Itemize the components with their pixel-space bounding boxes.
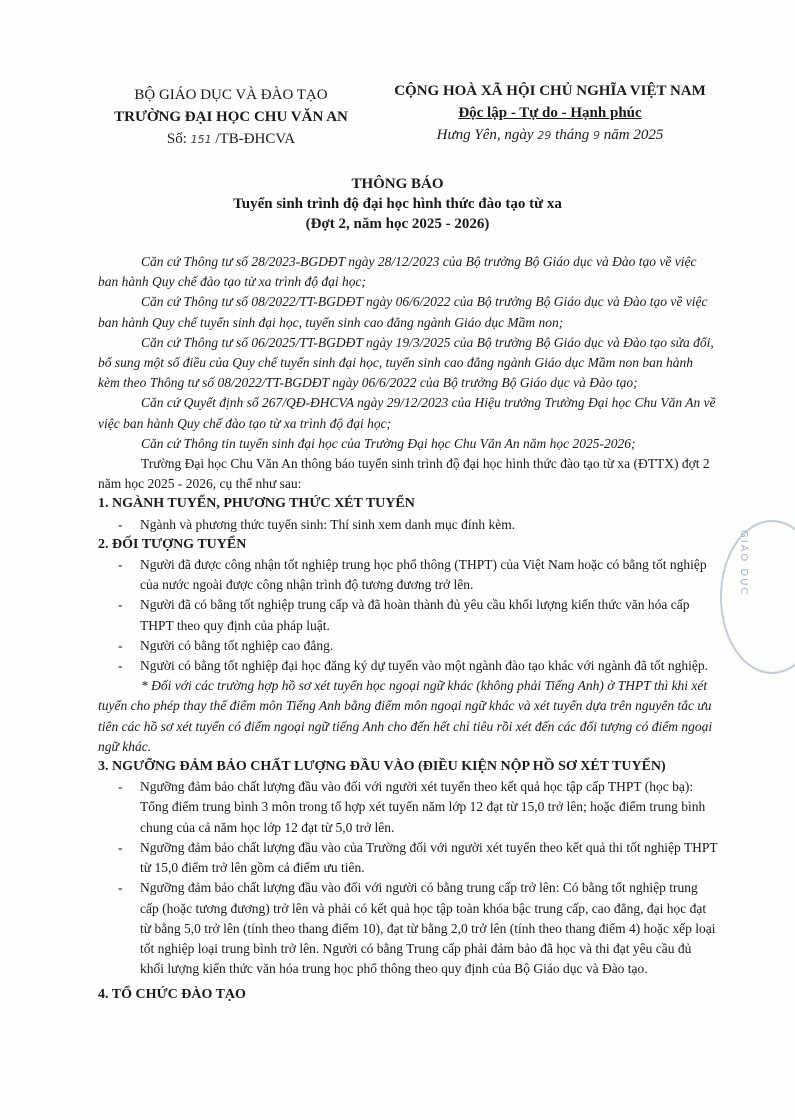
list-item: - Người đã có bằng tốt nghiệp trung cấp và đã hoàn thành đủ yêu cầu khối lượng kiến thức văn hóa cấp THPT theo quy định của pháp luật. <box>118 597 690 633</box>
issue-date: Hưng Yên, ngày 29 tháng 9 năm 2025 <box>436 127 664 143</box>
nation-name: CỘNG HOÀ XÃ HỘI CHỦ NGHĨA VIỆT NAM <box>394 83 706 99</box>
university-name: TRƯỜNG ĐẠI HỌC CHU VĂN AN <box>114 109 348 125</box>
section-heading: 4. TỔ CHỨC ĐÀO TẠO <box>98 987 246 1003</box>
reference-number: Số: 151 /TB-ĐHCVA <box>166 131 296 147</box>
title-main: THÔNG BÁO <box>351 176 444 192</box>
ministry-name: BỘ GIÁO DỤC VÀ ĐÀO TẠO <box>134 87 328 103</box>
preamble-item: Căn cứ Thông tin tuyển sinh đại học của Trường Đại học Chu Văn An năm học 2025-2026; <box>141 435 636 451</box>
list-item: - Ngành và phương thức tuyển sinh: Thí sinh xem danh mục đính kèm. <box>118 516 516 532</box>
document-title <box>0 174 795 234</box>
handwritten-day: 29 <box>537 129 552 142</box>
header-issuer <box>96 84 366 151</box>
list-item: - Người đã được công nhận tốt nghiệp trung học phổ thông (THPT) của Việt Nam hoặc có bằng tốt nghiệp của nước ngoài được công nhận trình độ tương đương trở lên. <box>118 557 707 593</box>
stamp-text: GIÁO DỤC <box>738 530 749 597</box>
preamble-item: Căn cứ Quyết định số 267/QĐ-ĐHCVA ngày 29/12/2023 của Hiệu trưởng Trường Đại học Chu Văn An về việc ban hành Quy chế đào tạo từ xa trình độ đại học; <box>98 395 716 431</box>
handwritten-ref-number: 151 <box>190 133 212 146</box>
note-paragraph: * Đối với các trường hợp hồ sơ xét tuyển học ngoại ngữ khác (không phải Tiếng Anh) ở THPT thì khi xét tuyển cho phép thay thế điểm môn Tiếng Anh bằng điểm môn ngoại ngữ khác và xét tuyển dựa trên nguyên tắc ưu tiên các hồ sơ xét tuyển có điểm ngoại ngữ tiếng Anh cho đến hết chỉ tiêu rồi xét đến các đối tượng có điểm ngoại ngữ khác. <box>98 678 713 754</box>
header-national <box>360 80 740 147</box>
title-sub: Tuyển sinh trình độ đại học hình thức đào tạo từ xa <box>233 196 562 212</box>
preamble-item: Căn cứ Thông tư số 08/2022/TT-BGDĐT ngày 06/6/2022 của Bộ trưởng Bộ Giáo dục và Đào tạo về việc ban hành Quy chế tuyển sinh đại học, tuyển sinh cao đẳng ngành Giáo dục Mầm non; <box>98 294 708 330</box>
intro-paragraph: Trường Đại học Chu Văn An thông báo tuyển sinh trình độ đại học hình thức đào tạo từ xa (ĐTTX) đợt 2 năm học 2025 - 2026, cụ thể như sau: <box>98 456 710 492</box>
national-motto: Độc lập - Tự do - Hạnh phúc <box>458 105 642 121</box>
list-item: - Ngưỡng đảm bảo chất lượng đầu vào của Trường đối với người xét tuyển theo kết quả thi tốt nghiệp THPT từ 15,0 điểm trở lên gồm cả điểm ưu tiên. <box>118 839 718 876</box>
section-heading: 1. NGÀNH TUYỂN, PHƯƠNG THỨC XÉT TUYỂN <box>98 496 415 512</box>
list-item: - Người có bằng tốt nghiệp đại học đăng ký dự tuyển vào một ngành đào tạo khác với ngành đã tốt nghiệp. <box>118 658 709 674</box>
list-item: - Ngưỡng đảm bảo chất lượng đầu vào đối với người có bằng trung cấp trở lên: Có bằng tốt nghiệp trung cấp (hoặc tương đương) trở lên và phải có kết quả học tập toàn khóa bậc trung cấp, cao đẳng, đại học đạt từ bằng 5,0 trở lên (tính theo thang điểm 10), đạt từ bằng 2,0 trở lên (tính theo thang điểm 4) hoặc xếp loại tốt nghiệp loại trung bình trở lên. Người có bằng Trung cấp phải đảm bảo đã học và thi đạt yêu cầu đủ khối lượng kiến thức văn hóa trung học phổ thông theo quy định của Bộ Giáo dục và Đào tạo. <box>118 880 716 977</box>
section-heading: 3. NGƯỠNG ĐẢM BẢO CHẤT LƯỢNG ĐẦU VÀO (ĐIỀU KIỆN NỘP HỒ SƠ XÉT TUYỂN) <box>98 759 666 775</box>
handwritten-month: 9 <box>593 129 600 142</box>
title-round: (Đợt 2, năm học 2025 - 2026) <box>305 216 490 232</box>
list-item: - Ngưỡng đảm bảo chất lượng đầu vào đối với người xét tuyển theo kết quả học tập cấp THPT (học bạ): Tổng điểm trung bình 3 môn trong tổ hợp xét tuyển năm lớp 12 đạt từ 15,0 trở lên; hoặc điểm trung bình chung của cả năm học lớp 12 đạt từ 5,0 trở lên. <box>118 779 706 835</box>
official-stamp <box>720 520 795 674</box>
preamble-item: Căn cứ Thông tư số 28/2023-BGDĐT ngày 28/12/2023 của Bộ trưởng Bộ Giáo dục và Đào tạo về việc ban hành Quy chế đào tạo từ xa trình độ đại học; <box>98 254 697 290</box>
preamble-item: Căn cứ Thông tư số 06/2025/TT-BGDĐT ngày 19/3/2025 của Bộ trưởng Bộ Giáo dục và Đào tạo sửa đổi, bổ sung một số điều của Quy chế tuyển sinh đại học, tuyển sinh cao đẳng ngành Giáo dục Mầm non ban hành kèm theo Thông tư số 08/2022/TT-BGDĐT ngày 06/6/2022 của Bộ trưởng Bộ Giáo dục và Đào tạo; <box>98 334 714 391</box>
section-heading: 2. ĐỐI TƯỢNG TUYỂN <box>98 536 247 552</box>
document-body <box>98 252 718 1006</box>
list-item: - Người có bằng tốt nghiệp cao đẳng. <box>118 637 334 653</box>
